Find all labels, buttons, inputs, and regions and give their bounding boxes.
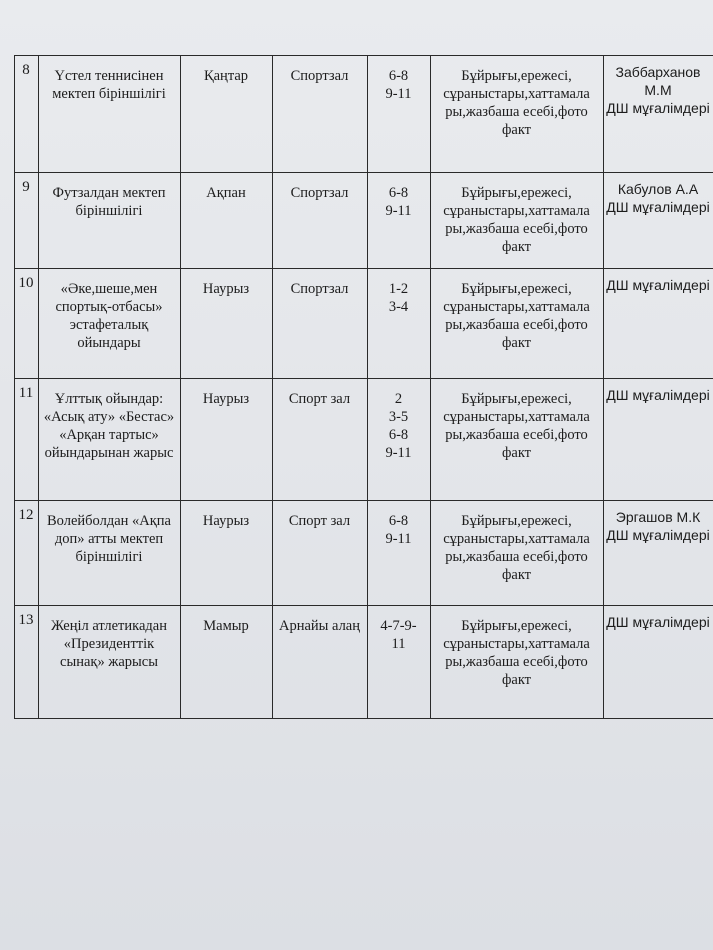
table-column-border [38,55,39,718]
event-place: Спорт зал [288,391,351,407]
event-documents: Бұйрығы,ережесі, сұраныстары,хаттамала ры,жазбаша есебі,фото факт [443,513,590,583]
event-responsible: Кабулов А.А ДШ мұғалімдері [606,181,710,215]
event-grades: 1-2 3-4 [388,281,409,315]
event-grades: 2 3-5 6-8 9-11 [385,391,412,461]
event-documents: Бұйрығы,ережесі, сұраныстары,хаттамала ры,жазбаша есебі,фото факт [443,281,590,351]
row-number: 12 [18,507,34,523]
table-row-border [14,172,713,173]
event-grades: 6-8 9-11 [385,513,412,547]
table-row-border [14,268,713,269]
table-column-border [430,55,431,718]
row-number: 10 [18,275,34,291]
event-month: Наурыз [202,391,250,407]
event-month: Мамыр [203,618,249,634]
event-responsible: ДШ мұғалімдері [606,277,710,293]
event-grades: 4-7-9- 11 [380,618,417,652]
event-responsible: ДШ мұғалімдері [606,614,710,630]
row-number: 11 [18,385,34,401]
event-name: Футзалдан мектеп біріншілігі [52,185,166,219]
table-row-border [14,500,713,501]
row-number: 13 [18,612,34,628]
event-place: Спортзал [290,281,349,297]
event-place: Спорт зал [288,513,351,529]
event-documents: Бұйрығы,ережесі, сұраныстары,хаттамала ры,жазбаша есебі,фото факт [443,391,590,461]
table-row-border [14,55,713,56]
event-responsible: ДШ мұғалімдері [606,387,710,403]
table-column-border [367,55,368,718]
event-month: Ақпан [206,185,246,201]
event-place: Спортзал [290,68,349,84]
table-row-border [14,718,713,719]
event-month: Наурыз [202,513,250,529]
event-grades: 6-8 9-11 [385,68,412,102]
table-column-border [180,55,181,718]
table-column-border [14,55,15,718]
event-place: Арнайы алаң [278,618,361,634]
row-number: 8 [22,62,30,78]
event-month: Наурыз [202,281,250,297]
event-grades: 6-8 9-11 [385,185,412,219]
event-name: Жеңіл атлетикадан «Президенттік сынақ» жарысы [51,618,167,670]
event-name: Үстел теннисінен мектеп біріншілігі [52,68,166,102]
event-documents: Бұйрығы,ережесі, сұраныстары,хаттамала ры,жазбаша есебі,фото факт [443,618,590,688]
event-name: Ұлттық ойындар: «Асық ату» «Бестас» «Арқан тартыс» ойындарынан жарыс [43,391,175,461]
event-documents: Бұйрығы,ережесі, сұраныстары,хаттамала ры,жазбаша есебі,фото факт [443,68,590,138]
table-row-border [14,605,713,606]
event-month: Қаңтар [203,68,249,84]
event-name: Волейболдан «Ақпа доп» атты мектеп біріншілігі [47,513,171,565]
event-responsible: Заббарханов М.М ДШ мұғалімдері [606,64,710,116]
event-responsible: Эргашов М.К ДШ мұғалімдері [606,509,710,543]
event-name: «Әке,шеше,мен спортық-отбасы» эстафеталық ойындары [55,281,163,351]
row-number: 9 [22,179,30,195]
table-row-border [14,378,713,379]
event-documents: Бұйрығы,ережесі, сұраныстары,хаттамала ры,жазбаша есебі,фото факт [443,185,590,255]
event-place: Спортзал [290,185,349,201]
table-column-border [603,55,604,718]
table-column-border [272,55,273,718]
